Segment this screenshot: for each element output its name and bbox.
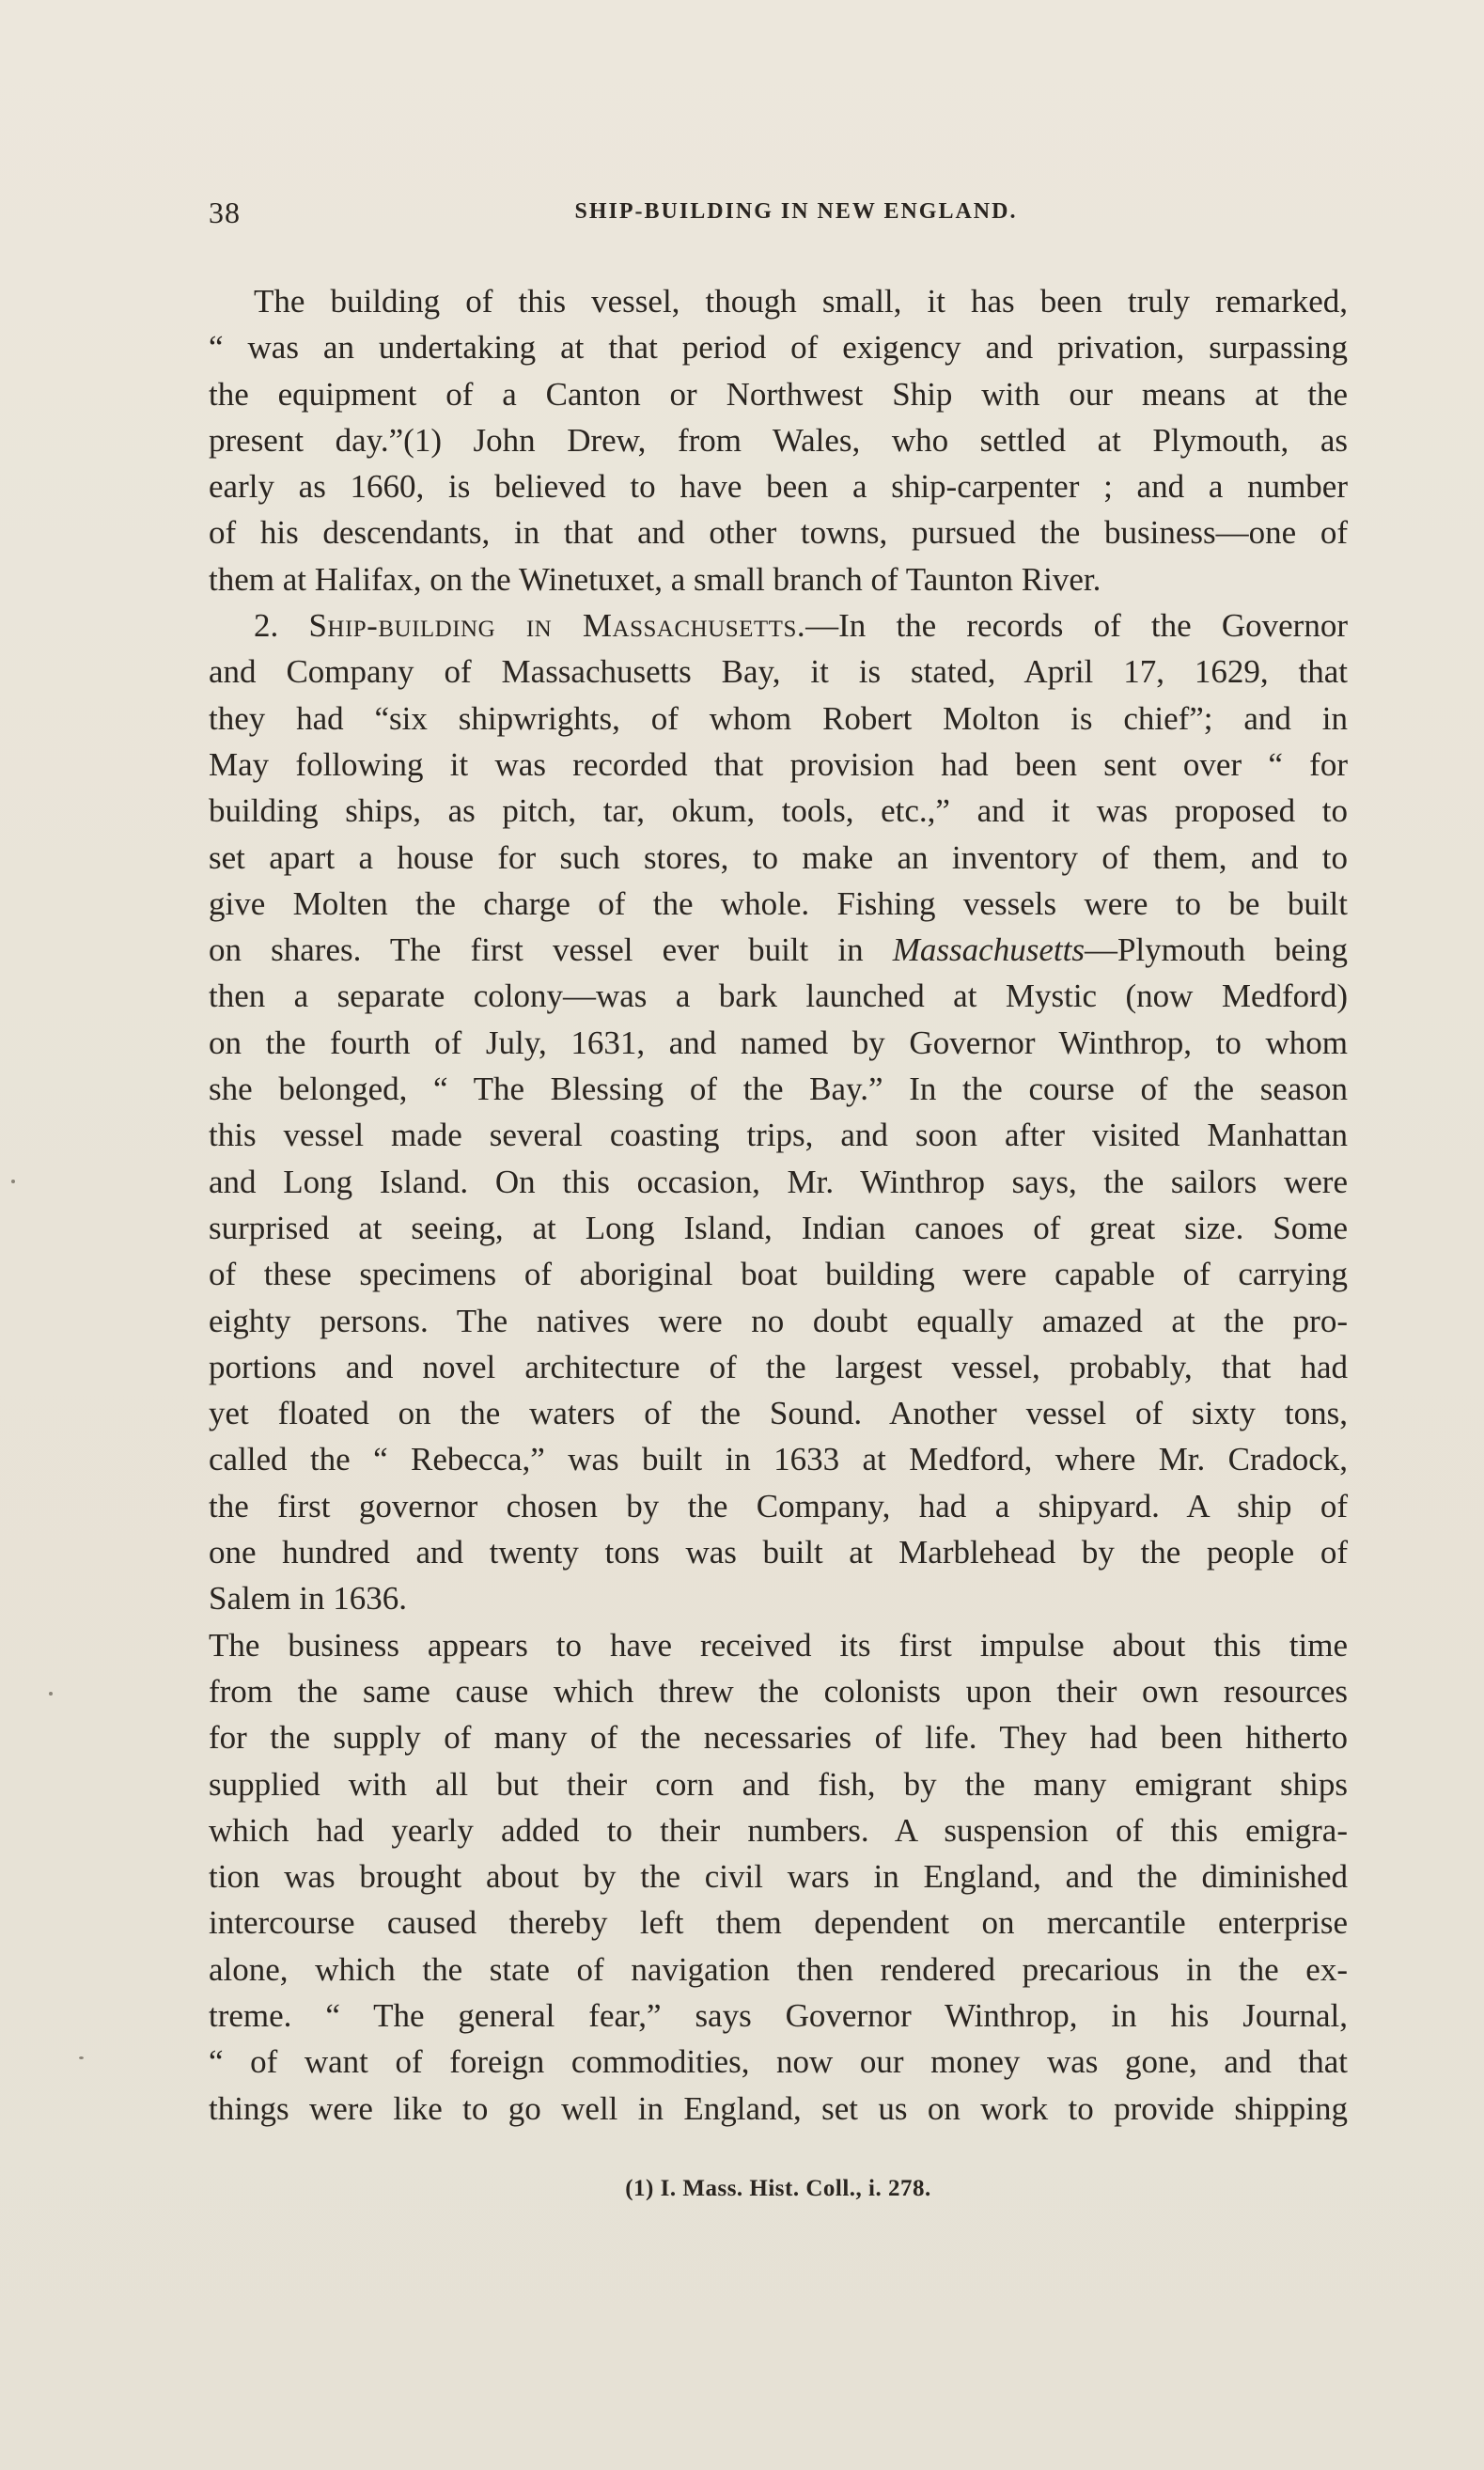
- text-line: things were like to go well in England, set us on work to provide shipping: [209, 2089, 1348, 2127]
- text-line: she belonged, “ The Blessing of the Bay.” In the course of the season: [209, 1071, 1348, 1108]
- running-head: SHIP-BUILDING IN NEW ENGLAND.: [574, 199, 1018, 224]
- text-line: and Company of Massachusetts Bay, it is stated, April 17, 1629, that: [209, 653, 1348, 691]
- body-text: [209, 278, 1348, 2132]
- italic-word: Massachusetts: [892, 931, 1085, 969]
- paper-speck: [79, 2056, 84, 2059]
- text-line: alone, which the state of navigation then rendered precarious in the ex-: [209, 1950, 1348, 1988]
- text-line: the equipment of a Canton or Northwest Ship with our means at the: [209, 375, 1348, 413]
- text-line: present day.”(1) John Drew, from Wales, who settled at Plymouth, as: [209, 421, 1348, 459]
- text-line: portions and novel architecture of the largest vessel, probably, that had: [209, 1348, 1348, 1385]
- text-line: “ was an undertaking at that period of exigency and privation, surpassing: [209, 329, 1348, 367]
- page-number: 38: [209, 195, 241, 229]
- section-heading-line: [209, 602, 1348, 649]
- paragraph-1: [209, 278, 1348, 602]
- text-line: “ of want of foreign commodities, now our money was gone, and that: [209, 2043, 1348, 2081]
- section-number: 2.: [254, 607, 279, 645]
- text-line: building ships, as pitch, tar, okum, tools, etc.,” and it was proposed to: [209, 792, 1348, 830]
- text-line: [209, 927, 1348, 973]
- text-line: the first governor chosen by the Company, had a shipyard. A ship of: [209, 1487, 1348, 1524]
- paper-speck: [11, 1180, 15, 1183]
- paragraph-2: [209, 602, 1348, 1622]
- text-line: supplied with all but their corn and fish, by the many emigrant ships: [209, 1765, 1348, 1803]
- text-line: Salem in 1636.: [209, 1580, 407, 1618]
- text-line: which had yearly added to their numbers. A suspension of this emigra-: [209, 1811, 1348, 1849]
- text-before-italic: on shares. The first vessel ever built in: [209, 931, 893, 969]
- text-line: surprised at seeing, at Long Island, Indian canoes of great size. Some: [209, 1209, 1348, 1246]
- text-line: yet floated on the waters of the Sound. Another vessel of sixty tons,: [209, 1395, 1348, 1432]
- text-line: one hundred and twenty tons was built at Marblehead by the people of: [209, 1534, 1348, 1571]
- text-line: early as 1660, is believed to have been a ship-carpenter ; and a number: [209, 468, 1348, 506]
- footnote: (1) I. Mass. Hist. Coll., i. 278.: [625, 2176, 931, 2201]
- section-heading: Ship-building in Massachusetts.: [308, 607, 806, 645]
- text-line: eighty persons. The natives were no doubt equally amazed at the pro-: [209, 1302, 1348, 1339]
- text-line: of these specimens of aboriginal boat building were capable of carrying: [209, 1256, 1348, 1293]
- text-line: on the fourth of July, 1631, and named by Governor Winthrop, to whom: [209, 1024, 1348, 1061]
- text-line: them at Halifax, on the Winetuxet, a small branch of Taunton River.: [209, 560, 1101, 598]
- text-line: then a separate colony—was a bark launched at Mystic (now Medford): [209, 977, 1348, 1015]
- text-line: and Long Island. On this occasion, Mr. Winthrop says, the sailors were: [209, 1163, 1348, 1200]
- text-line: The business appears to have received its first impulse about this time: [209, 1626, 1348, 1664]
- paragraph-3: [209, 1622, 1348, 2132]
- section-heading-rest: —In the records of the Governor: [805, 607, 1348, 645]
- text-line: treme. “ The general fear,” says Governor Winthrop, in his Journal,: [209, 1996, 1348, 2034]
- text-line: from the same cause which threw the colonists upon their own resources: [209, 1672, 1348, 1710]
- page-header: [209, 195, 1346, 233]
- text-line: intercourse caused thereby left them dependent on mercantile enterprise: [209, 1904, 1348, 1942]
- text-line: for the supply of many of the necessaries of life. They had been hitherto: [209, 1719, 1348, 1757]
- text-after-italic: —Plymouth being: [1084, 931, 1348, 969]
- text-line: this vessel made several coasting trips, and soon after visited Manhattan: [209, 1117, 1348, 1154]
- text-line: give Molten the charge of the whole. Fishing vessels were to be built: [209, 884, 1348, 922]
- text-line: of his descendants, in that and other towns, pursued the business—one of: [209, 514, 1348, 552]
- text-line: tion was brought about by the civil wars in England, and the diminished: [209, 1858, 1348, 1896]
- text-line: The building of this vessel, though small, it has been truly remarked,: [254, 283, 1348, 320]
- text-line: set apart a house for such stores, to make an inventory of them, and to: [209, 838, 1348, 876]
- text-line: they had “six shipwrights, of whom Robert Molton is chief”; and in: [209, 699, 1348, 737]
- text-line: May following it was recorded that provision had been sent over “ for: [209, 745, 1348, 783]
- paper-speck: [49, 1692, 53, 1696]
- text-line: called the “ Rebecca,” was built in 1633 at Medford, where Mr. Cradock,: [209, 1441, 1348, 1478]
